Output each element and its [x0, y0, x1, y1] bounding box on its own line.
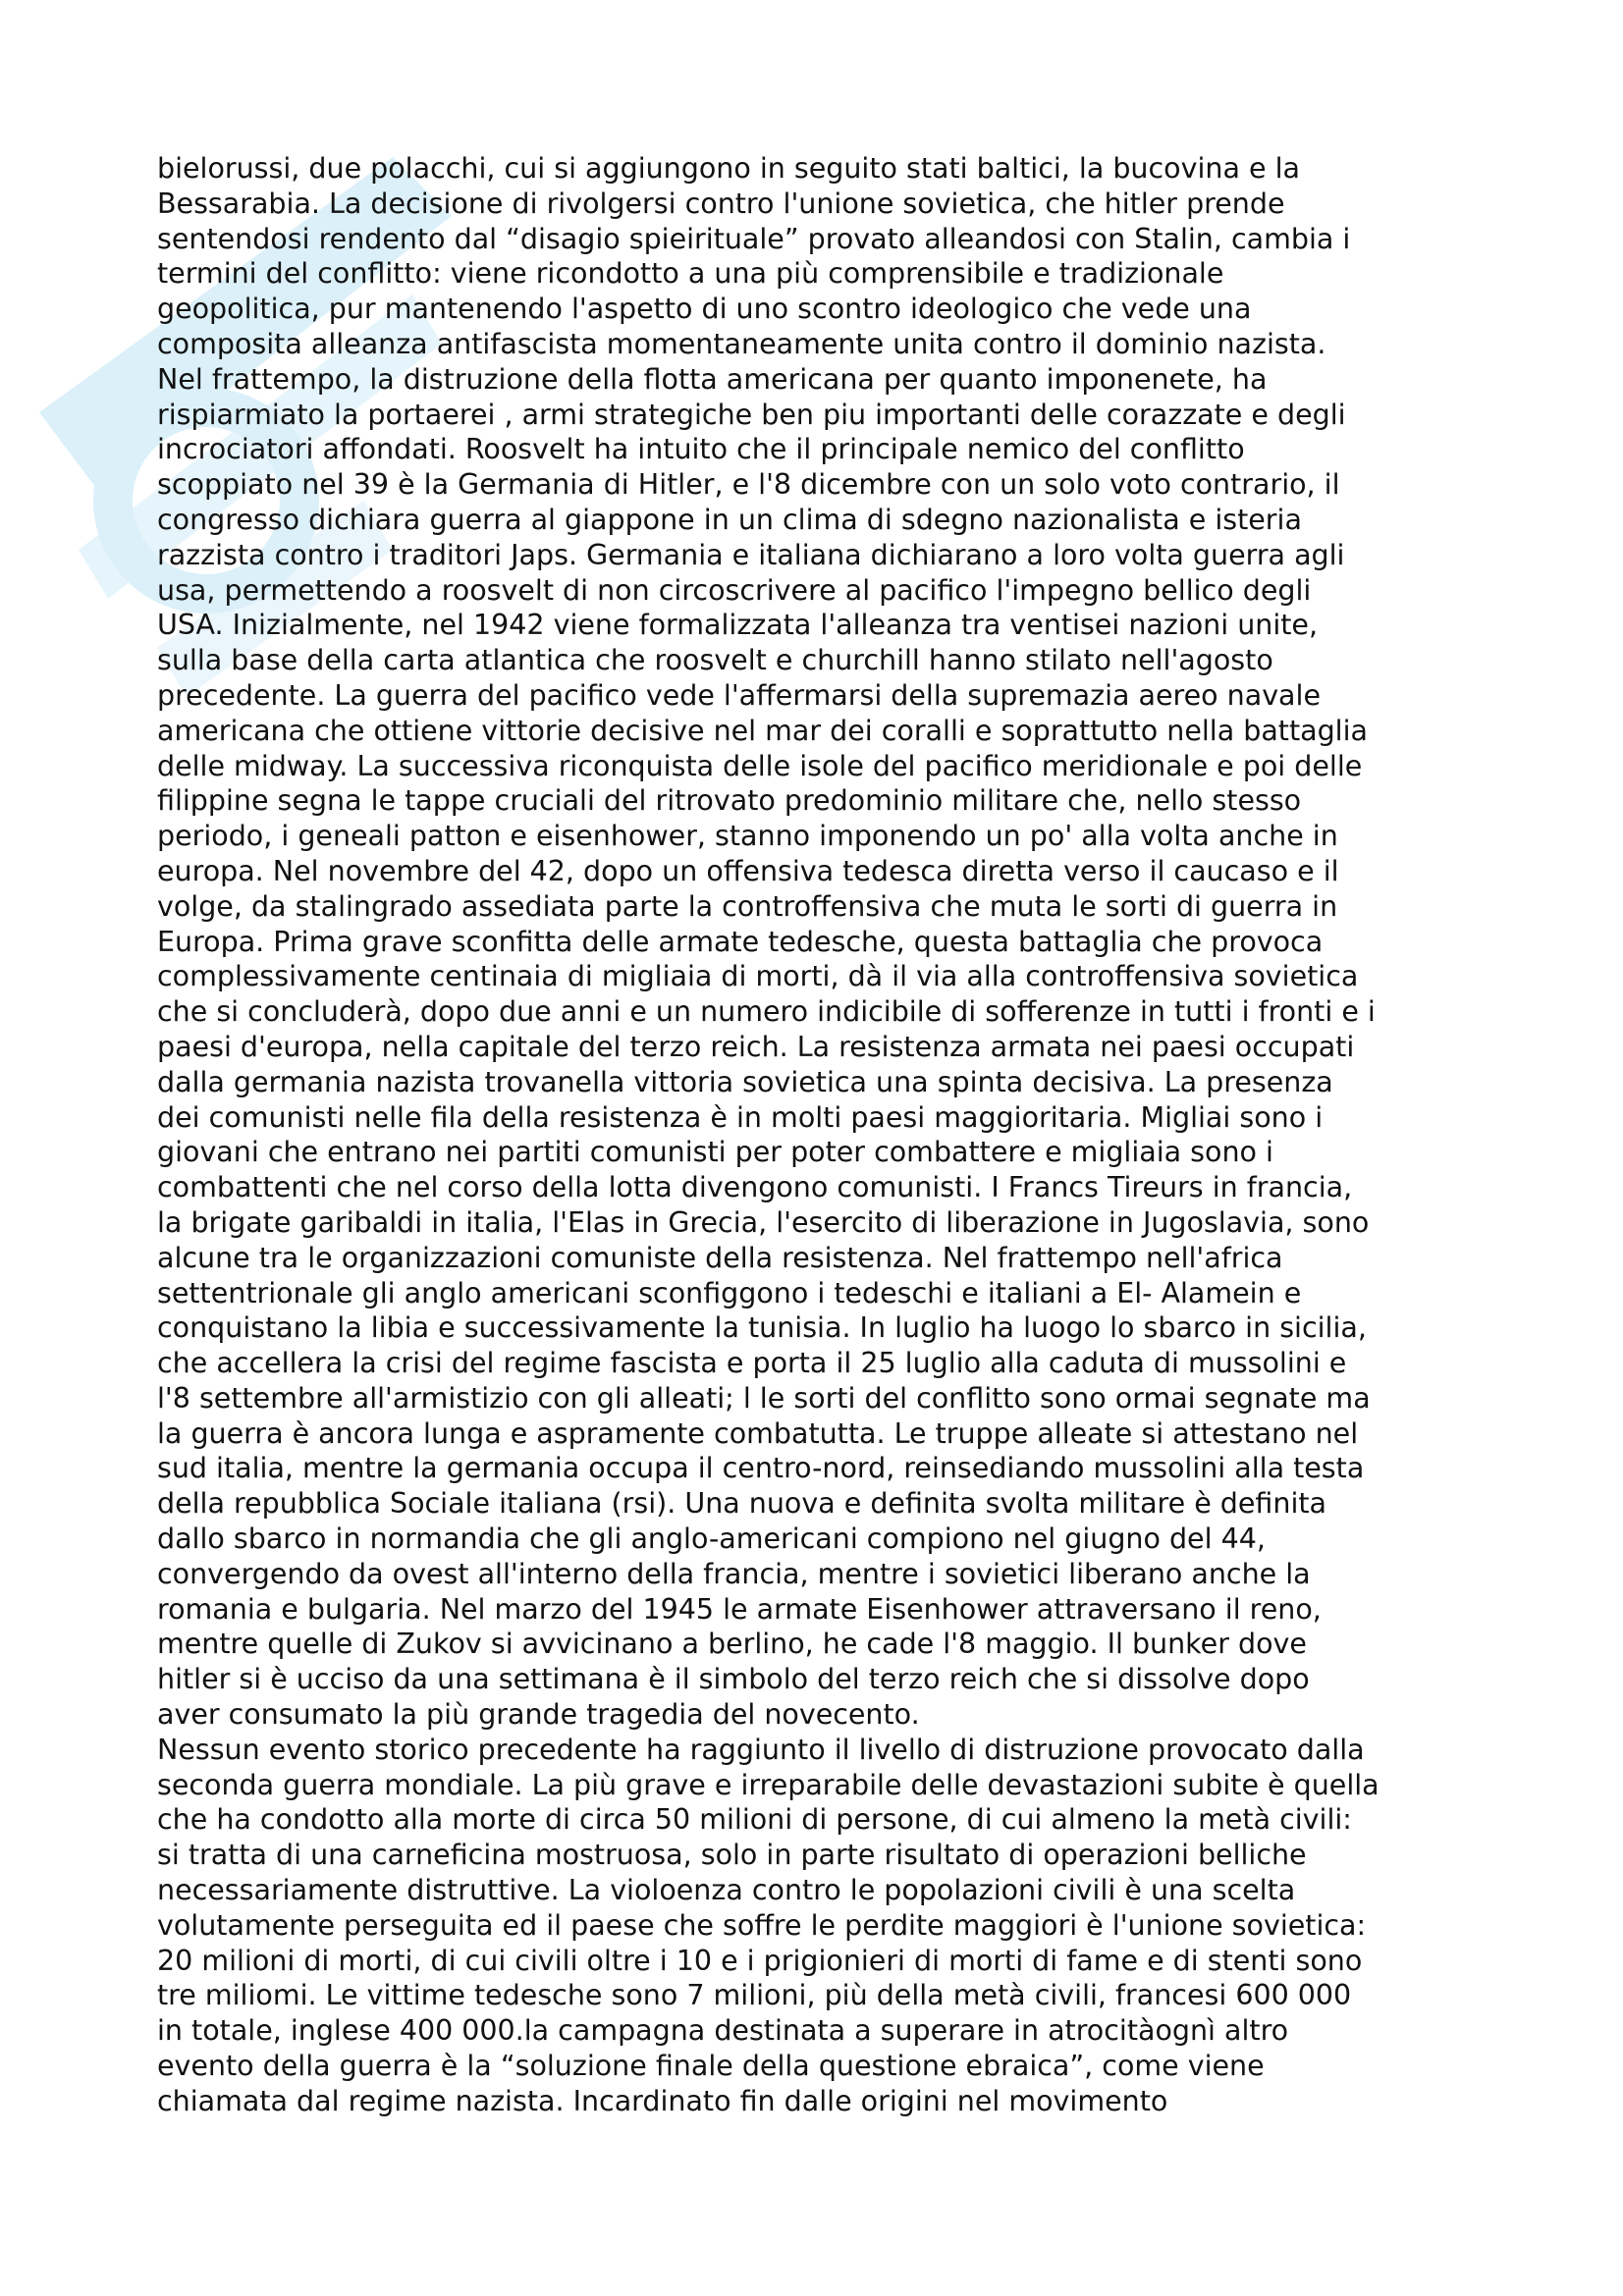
text-line: si tratta di una carneficina mostruosa, solo in parte risultato di operazioni belliche: [157, 1839, 1307, 1872]
text-line: Nessun evento storico precedente ha raggiunto il livello di distruzione provocato dalla: [157, 1733, 1365, 1766]
text-line: hitler si è ucciso da una settimana è il simbolo del terzo reich che si dissolve dopo: [157, 1663, 1310, 1696]
text-line: europa. Nel novembre del 42, dopo un offensiva tedesca diretta verso il caucaso e il: [157, 854, 1339, 887]
text-line: periodo, i geneali patton e eisenhower, stanno imponendo un po' alla volta anche in: [157, 820, 1338, 853]
text-line: convergendo da ovest all'interno della francia, mentre i sovietici liberano anche la: [157, 1557, 1311, 1590]
text-line: settentrionale gli anglo americani sconfiggono i tedeschi e italiani a El- Alamein e: [157, 1276, 1302, 1309]
text-line: dallo sbarco in normandia che gli anglo-americani compiono nel giugno del 44,: [157, 1522, 1266, 1556]
text-line: che si concluderà, dopo due anni e un numero indicibile di sofferenze in tutti i fronti e i: [157, 995, 1376, 1029]
text-line: che accellera la crisi del regime fascista e porta il 25 luglio alla caduta di mussolini e: [157, 1347, 1347, 1380]
text-line: volge, da stalingrado assediata parte la controffensiva che muta le sorti di guerra in: [157, 889, 1338, 923]
text-line: delle midway. La successiva riconquista delle isole del pacifico meridionale e poi delle: [157, 749, 1363, 782]
text-line: incrociatori affondati. Roosvelt ha intuito che il principale nemico del conflitto: [157, 433, 1245, 466]
text-line: complessivamente centinaia di migliaia di morti, dà il via alla controffensiva sovietica: [157, 960, 1359, 993]
text-line: sentendosi rendento dal “disagio spieirituale” provato alleandosi con Stalin, cambia i: [157, 222, 1351, 255]
text-line: composita alleanza antifascista momentaneamente unita contro il dominio nazista.: [157, 327, 1326, 360]
text-line: romania e bulgaria. Nel marzo del 1945 le armate Eisenhower attraversano il reno,: [157, 1592, 1322, 1626]
text-line: che ha condotto alla morte di circa 50 milioni di persone, di cui almeno la metà civili:: [157, 1803, 1352, 1837]
text-line: scoppiato nel 39 è la Germania di Hitler, e l'8 dicembre con un solo voto contrario, il: [157, 468, 1340, 502]
text-line: alcune tra le organizzazioni comuniste della resistenza. Nel frattempo nell'africa: [157, 1241, 1283, 1274]
text-line: americana che ottiene vittorie decisive nel mar dei coralli e soprattutto nella battaglia: [157, 714, 1368, 747]
paragraph: [157, 1733, 1492, 2119]
text-line: seconda guerra mondiale. La più grave e irreparabile delle devastazioni subite è quella: [157, 1768, 1380, 1801]
paragraph: [157, 151, 1492, 1733]
text-line: rispiarmiato la portaerei , armi strategiche ben piu importanti delle corazzate e degli: [157, 398, 1346, 431]
text-line: la brigate garibaldi in italia, l'Elas in Grecia, l'esercito di liberazione in Jugoslavia, sono: [157, 1205, 1370, 1239]
text-line: USA. Inizialmente, nel 1942 viene formalizzata l'alleanza tra ventisei nazioni unite,: [157, 609, 1319, 642]
text-line: combattenti che nel corso della lotta divengono comunisti. I Francs Tireurs in francia,: [157, 1171, 1353, 1204]
text-line: aver consumato la più grande tragedia del novecento.: [157, 1698, 920, 1732]
text-line: 20 milioni di morti, di cui civili oltre i 10 e i prigionieri di morti di fame e di stenti sono: [157, 1944, 1363, 1977]
text-line: chiamata dal regime nazista. Incardinato fin dalle origini nel movimento: [157, 2084, 1168, 2117]
text-line: volutamente perseguita ed il paese che soffre le perdite maggiori è l'unione sovietica:: [157, 1908, 1367, 1942]
text-line: bielorussi, due polacchi, cui si aggiungono in seguito stati baltici, la bucovina e la: [157, 152, 1300, 185]
text-line: congresso dichiara guerra al giappone in un clima di sdegno nazionalista e isteria: [157, 503, 1302, 536]
text-line: Europa. Prima grave sconfitta delle armate tedesche, questa battaglia che provoca: [157, 925, 1324, 958]
text-line: conquistano la libia e successivamente la tunisia. In luglio ha luogo lo sbarco in sicilia,: [157, 1311, 1367, 1345]
text-line: della repubblica Sociale italiana (rsi). Una nuova e definita svolta militare è definita: [157, 1487, 1327, 1521]
text-line: filippine segna le tappe cruciali del ritrovato predominio militare che, nello stesso: [157, 784, 1302, 818]
text-line: sud italia, mentre la germania occupa il centro-nord, reinsediando mussolini alla testa: [157, 1452, 1365, 1485]
text-line: l'8 settembre all'armistizio con gli alleati; l le sorti del conflitto sono ormai segnate ma: [157, 1381, 1371, 1415]
text-line: paesi d'europa, nella capitale del terzo reich. La resistenza armata nei paesi occupati: [157, 1030, 1355, 1063]
text-line: tre miliomi. Le vittime tedesche sono 7 milioni, più della metà civili, francesi 600 000: [157, 1979, 1352, 2012]
text-line: usa, permettendo a roosvelt di non circoscrivere al pacifico l'impegno bellico degli: [157, 573, 1312, 607]
document-body: [157, 151, 1492, 2119]
text-line: razzista contro i traditori Japs. Germania e italiana dichiarano a loro volta guerra agli: [157, 538, 1345, 571]
text-line: geopolitica, pur mantenendo l'aspetto di uno scontro ideologico che vede una: [157, 293, 1252, 326]
text-line: la guerra è ancora lunga e aspramente combatutta. Le truppe alleate si attestano nel: [157, 1416, 1359, 1450]
text-line: evento della guerra è la “soluzione finale della questione ebraica”, come viene: [157, 2050, 1265, 2083]
text-line: precedente. La guerra del pacifico vede l'affermarsi della supremazia aereo navale: [157, 678, 1321, 712]
text-line: dalla germania nazista trovanella vittoria sovietica una spinta decisiva. La presenza: [157, 1065, 1333, 1098]
text-line: mentre quelle di Zukov si avvicinano a berlino, he cade l'8 maggio. Il bunker dove: [157, 1628, 1307, 1661]
text-line: termini del conflitto: viene ricondotto a una più comprensibile e tradizionale: [157, 257, 1224, 291]
text-line: giovani che entrano nei partiti comunisti per poter combattere e migliaia sono i: [157, 1136, 1273, 1169]
text-line: sulla base della carta atlantica che roosvelt e churchill hanno stilato nell'agosto: [157, 644, 1273, 677]
text-line: necessariamente distruttive. La violoenza contro le popolazioni civili è una scelta: [157, 1874, 1296, 1907]
text-line: dei comunisti nelle fila della resistenza è in molti paesi maggioritaria. Migliai sono i: [157, 1100, 1324, 1134]
text-line: Bessarabia. La decisione di rivolgersi contro l'unione sovietica, che hitler prende: [157, 187, 1285, 220]
text-line: Nel frattempo, la distruzione della flotta americana per quanto imponenete, ha: [157, 362, 1268, 396]
text-line: in totale, inglese 400 000.la campagna destinata a superare in atrocitàognì altro: [157, 2014, 1289, 2048]
